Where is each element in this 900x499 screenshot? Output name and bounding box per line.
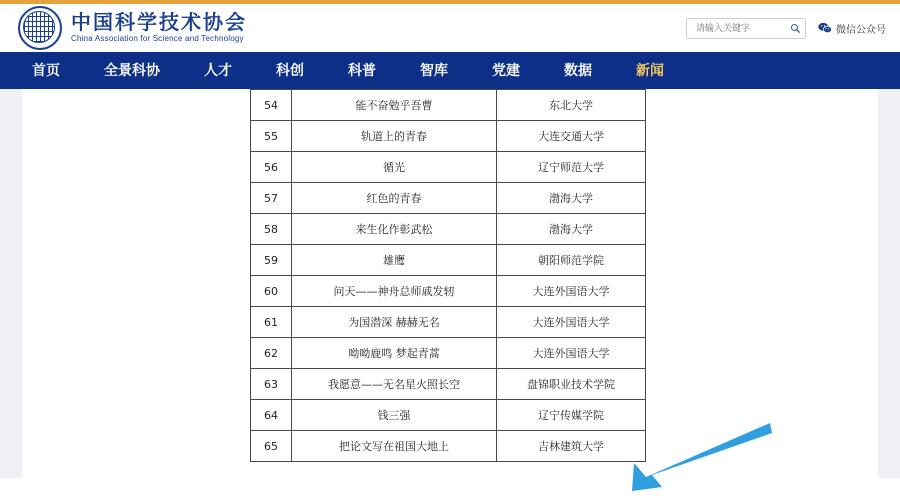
nav-item-home[interactable]: 首页 bbox=[32, 62, 60, 78]
cell-number: 56 bbox=[251, 152, 292, 183]
cell-title: 为国潜深 赫赫无名 bbox=[292, 307, 497, 338]
wechat-entry[interactable] bbox=[818, 21, 886, 36]
cell-number: 62 bbox=[251, 338, 292, 369]
cell-number: 55 bbox=[251, 121, 292, 152]
cell-number: 64 bbox=[251, 400, 292, 431]
table-row bbox=[251, 152, 646, 183]
cell-organization: 朝阳师范学院 bbox=[497, 245, 646, 276]
cell-title: 轨道上的青春 bbox=[292, 121, 497, 152]
cell-organization: 盘锦职业技术学院 bbox=[497, 369, 646, 400]
search-box[interactable] bbox=[686, 18, 806, 39]
cell-number: 60 bbox=[251, 276, 292, 307]
nav-item-innovation[interactable]: 科创 bbox=[276, 62, 304, 78]
table-row bbox=[251, 276, 646, 307]
cell-organization: 辽宁传媒学院 bbox=[497, 400, 646, 431]
nav-item-think-tank[interactable]: 智库 bbox=[420, 62, 448, 78]
table-row bbox=[251, 431, 646, 462]
nav-item-party-building[interactable]: 党建 bbox=[492, 62, 520, 78]
cell-title: 呦呦鹿鸣 梦起青蒿 bbox=[292, 338, 497, 369]
table-row bbox=[251, 338, 646, 369]
cell-number: 61 bbox=[251, 307, 292, 338]
table-row bbox=[251, 400, 646, 431]
wechat-icon bbox=[818, 22, 832, 34]
cell-title: 把论文写在祖国大地上 bbox=[292, 431, 497, 462]
logo-title-en: China Association for Science and Technology bbox=[71, 34, 244, 44]
table-row bbox=[251, 183, 646, 214]
cell-number: 57 bbox=[251, 183, 292, 214]
content-area bbox=[0, 89, 900, 478]
cell-title: 问天——神舟总师戚发轫 bbox=[292, 276, 497, 307]
cell-organization: 大连交通大学 bbox=[497, 121, 646, 152]
table-row bbox=[251, 90, 646, 121]
header-utilities bbox=[686, 18, 886, 39]
main-nav bbox=[0, 52, 900, 89]
cell-title: 红色的青春 bbox=[292, 183, 497, 214]
cell-number: 59 bbox=[251, 245, 292, 276]
cell-organization: 大连外国语大学 bbox=[497, 338, 646, 369]
nav-item-science-popularization[interactable]: 科普 bbox=[348, 62, 376, 78]
cell-title: 循光 bbox=[292, 152, 497, 183]
cell-title: 我愿意——无名星火照长空 bbox=[292, 369, 497, 400]
table-row bbox=[251, 369, 646, 400]
cell-organization: 渤海大学 bbox=[497, 183, 646, 214]
site-header bbox=[0, 4, 900, 52]
search-icon[interactable] bbox=[790, 23, 801, 34]
cell-number: 65 bbox=[251, 431, 292, 462]
cell-organization: 吉林建筑大学 bbox=[497, 431, 646, 462]
search-input[interactable] bbox=[694, 22, 790, 34]
nav-item-talent[interactable]: 人才 bbox=[204, 62, 232, 78]
cell-organization: 大连外国语大学 bbox=[497, 276, 646, 307]
cell-number: 63 bbox=[251, 369, 292, 400]
wechat-label: 微信公众号 bbox=[836, 24, 886, 36]
cell-number: 54 bbox=[251, 90, 292, 121]
works-table bbox=[250, 89, 632, 462]
works-table-body bbox=[250, 89, 646, 462]
cell-organization: 渤海大学 bbox=[497, 214, 646, 245]
site-logo[interactable] bbox=[18, 6, 247, 50]
cell-title: 雄鹰 bbox=[292, 245, 497, 276]
cell-title: 钱三强 bbox=[292, 400, 497, 431]
cell-organization: 大连外国语大学 bbox=[497, 307, 646, 338]
table-row bbox=[251, 307, 646, 338]
nav-item-panorama[interactable]: 全景科协 bbox=[104, 62, 160, 78]
cell-organization: 东北大学 bbox=[497, 90, 646, 121]
cell-organization: 辽宁师范大学 bbox=[497, 152, 646, 183]
table-row bbox=[251, 121, 646, 152]
table-row bbox=[251, 245, 646, 276]
cell-number: 58 bbox=[251, 214, 292, 245]
cast-emblem-icon bbox=[18, 6, 62, 50]
logo-title-cn: 中国科学技术协会 bbox=[71, 10, 247, 35]
nav-item-data[interactable]: 数据 bbox=[564, 62, 592, 78]
table-row bbox=[251, 214, 646, 245]
cell-title: 来生化作彰武松 bbox=[292, 214, 497, 245]
logo-text bbox=[71, 12, 247, 43]
cell-title: 能不奋勉乎吾曹 bbox=[292, 90, 497, 121]
nav-item-news[interactable]: 新闻 bbox=[636, 62, 664, 78]
